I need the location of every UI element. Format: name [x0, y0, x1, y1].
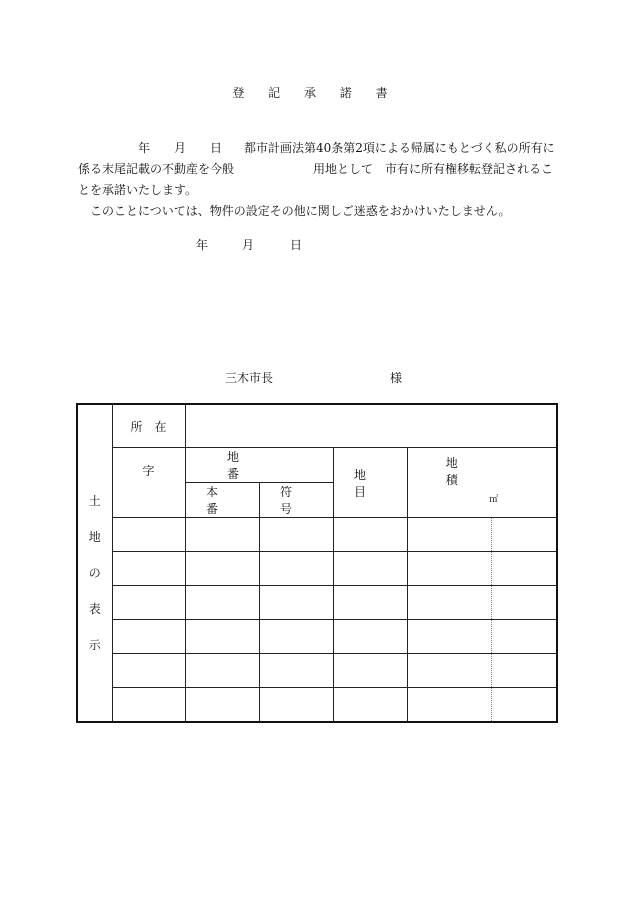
body-date-month: 月: [174, 141, 187, 155]
honban-cell[interactable]: [185, 688, 259, 723]
chiseki-cell[interactable]: [407, 620, 557, 654]
honban-cell[interactable]: [185, 586, 259, 620]
signature-date-month: 月: [242, 238, 255, 252]
body-line-2-b: 用地として 市有に所有権移転登記されるこ: [313, 162, 554, 176]
honban-cell[interactable]: [185, 654, 259, 688]
chimoku-cell[interactable]: [333, 586, 407, 620]
aza-cell[interactable]: [112, 688, 185, 723]
body-line-3: とを承諾いたします。: [78, 183, 198, 197]
signature-date-year: 年: [196, 238, 209, 252]
document-title: 登 記 承 諾 書: [232, 86, 398, 100]
table-row: [77, 688, 557, 723]
aza-cell[interactable]: [112, 654, 185, 688]
chiseki-cell[interactable]: [407, 688, 557, 723]
side-char: 表: [88, 602, 101, 616]
fugo-cell[interactable]: [259, 654, 333, 688]
chiseki-header: 地 積 ㎡: [407, 448, 557, 518]
chimoku-header: 地 目: [333, 448, 407, 518]
chimoku-cell[interactable]: [333, 518, 407, 552]
body-date-year: 年: [138, 141, 151, 155]
table-row: [77, 586, 557, 620]
fugo-cell[interactable]: [259, 552, 333, 586]
honban-cell[interactable]: [185, 518, 259, 552]
honban-header: 本 番: [185, 483, 259, 518]
aza-cell[interactable]: [112, 620, 185, 654]
land-display-side-label: [77, 404, 112, 722]
chimoku-cell[interactable]: [333, 620, 407, 654]
addressee-honorific: 様: [390, 371, 403, 385]
fugo-cell[interactable]: [259, 586, 333, 620]
aza-cell[interactable]: [112, 586, 185, 620]
body-line-4: このことについては、物件の設定その他に関しご迷惑をおかけいたしません。: [90, 204, 511, 218]
side-char: 土: [88, 494, 101, 508]
chiseki-cell[interactable]: [407, 654, 557, 688]
chiseki-cell[interactable]: [407, 552, 557, 586]
fugo-cell[interactable]: [259, 688, 333, 723]
table-row: [77, 620, 557, 654]
fugo-header: 符 号: [259, 483, 333, 518]
chimoku-cell[interactable]: [333, 688, 407, 723]
side-char: の: [88, 566, 101, 580]
aza-header: 字: [112, 448, 185, 518]
honban-cell[interactable]: [185, 620, 259, 654]
honban-cell[interactable]: [185, 552, 259, 586]
chiseki-cell[interactable]: [407, 518, 557, 552]
location-value-cell[interactable]: [185, 404, 557, 448]
land-display-table: [76, 403, 590, 723]
aza-cell[interactable]: [112, 552, 185, 586]
chiseki-cell[interactable]: [407, 586, 557, 620]
body-line-2-a: 係る末尾記載の不動産を今般: [78, 162, 235, 176]
signature-date-day: 日: [290, 238, 303, 252]
location-label: 所 在: [112, 404, 185, 448]
chimoku-cell[interactable]: [333, 552, 407, 586]
fugo-cell[interactable]: [259, 620, 333, 654]
consent-paragraph: [78, 138, 556, 228]
aza-cell[interactable]: [112, 518, 185, 552]
table-row: [77, 518, 557, 552]
side-char: 地: [88, 530, 101, 544]
table-row: [77, 552, 557, 586]
body-line-1: 都市計画法第40条第2項による帰属にもとづく私の所有に: [244, 141, 555, 155]
chiban-header: 地 番: [185, 448, 333, 483]
table-row: [77, 654, 557, 688]
fugo-cell[interactable]: [259, 518, 333, 552]
addressee-name: 三木市長: [225, 371, 274, 385]
chimoku-cell[interactable]: [333, 654, 407, 688]
side-char: 示: [88, 638, 101, 652]
area-unit-label: ㎡: [489, 495, 499, 505]
body-date-day: 日: [210, 141, 223, 155]
